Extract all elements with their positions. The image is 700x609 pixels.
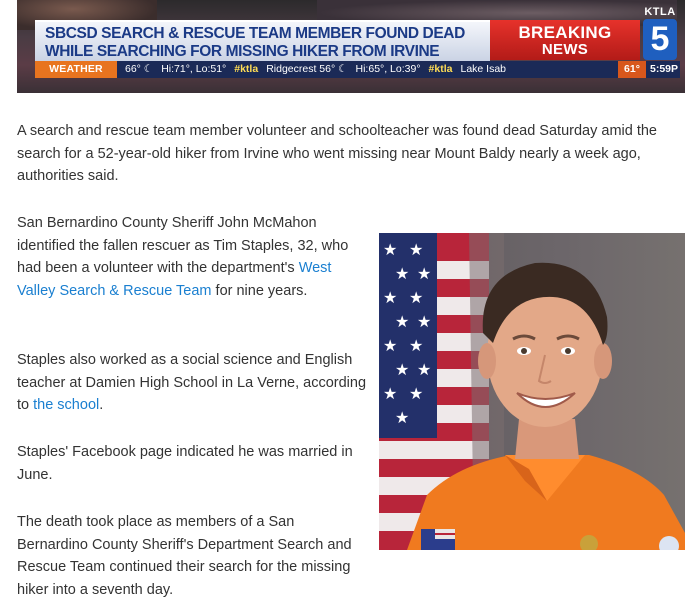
ticker-hashtag: #ktla — [428, 63, 453, 75]
breaking-label: BREAKING — [518, 23, 612, 42]
ticker-item: Hi:71°, Lo:51° — [161, 63, 227, 75]
svg-text:★: ★ — [395, 408, 410, 427]
rescuer-portrait-photo — [379, 233, 685, 550]
article-paragraph-3 — [17, 349, 367, 417]
news-video-still — [17, 0, 685, 93]
headline-line-1: SBCSD SEARCH & RESCUE TEAM MEMBER FOUND DEAD — [45, 25, 465, 42]
portrait-illustration — [379, 233, 685, 550]
ticker-label: WEATHER — [35, 61, 117, 78]
article-paragraph-4: Staples' Facebook page indicated he was married in June. — [17, 444, 353, 483]
ticker-temperature: 61° — [618, 61, 646, 78]
channel-number: 5 — [643, 19, 677, 60]
svg-text:★: ★ — [409, 336, 424, 355]
svg-text:★: ★ — [383, 288, 398, 307]
svg-text:★: ★ — [395, 312, 410, 331]
svg-text:★: ★ — [409, 288, 424, 307]
paragraph-text: Staples also worked as a social science and English teacher at Damien High School in La Verne, according to — [17, 352, 367, 413]
weather-ticker — [35, 61, 680, 78]
svg-text:★: ★ — [417, 264, 432, 283]
the-school-link[interactable]: the school — [33, 397, 100, 413]
station-logo — [640, 6, 680, 60]
svg-text:★: ★ — [409, 240, 424, 259]
article-paragraph-2 — [17, 212, 367, 302]
ticker-hashtag: #ktla — [234, 63, 259, 75]
article-paragraph-1: A search and rescue team member volunteer and schoolteacher was found dead Saturday amid the search for a 52-year-old hiker from Irvine who went missing near Mount Baldy nearly a week ago, authorities said. — [17, 123, 657, 184]
station-name: KTLA — [644, 6, 676, 18]
svg-text:★: ★ — [409, 384, 424, 403]
svg-text:★: ★ — [383, 240, 398, 259]
ticker-items — [125, 61, 605, 78]
paragraph-text: . — [99, 397, 104, 413]
news-headline-box — [35, 20, 490, 62]
news-label: NEWS — [541, 41, 589, 58]
svg-text:★: ★ — [395, 360, 410, 379]
svg-text:★: ★ — [417, 360, 432, 379]
ticker-item: Ridgecrest 56° ☾ — [266, 63, 348, 75]
ticker-item: Lake Isab — [460, 63, 507, 75]
west-valley-rescue-link[interactable]: West Valley Search & Rescue Team — [17, 260, 332, 299]
paragraph-text: for nine years. — [211, 282, 308, 299]
svg-text:★: ★ — [383, 336, 398, 355]
headline-line-2: WHILE SEARCHING FOR MISSING HIKER FROM IRVINE — [45, 43, 440, 60]
paragraph-text: San Bernardino County Sheriff John McMahon identified the fallen rescuer as Tim Staples, 32, who had been a volunteer with the department's — [17, 215, 349, 276]
svg-text:★: ★ — [417, 312, 432, 331]
ticker-item: Hi:65°, Lo:39° — [355, 63, 421, 75]
ticker-time: 5:59P — [649, 63, 679, 75]
ticker-item: 66° ☾ — [125, 63, 154, 75]
svg-text:★: ★ — [383, 384, 398, 403]
article-paragraph-5: The death took place as members of a San Bernardino County Sheriff's Department Search and Rescue Team continued their search for the missing hiker into a seventh day. — [17, 514, 352, 598]
svg-text:★: ★ — [395, 264, 410, 283]
breaking-news-badge — [490, 20, 640, 60]
